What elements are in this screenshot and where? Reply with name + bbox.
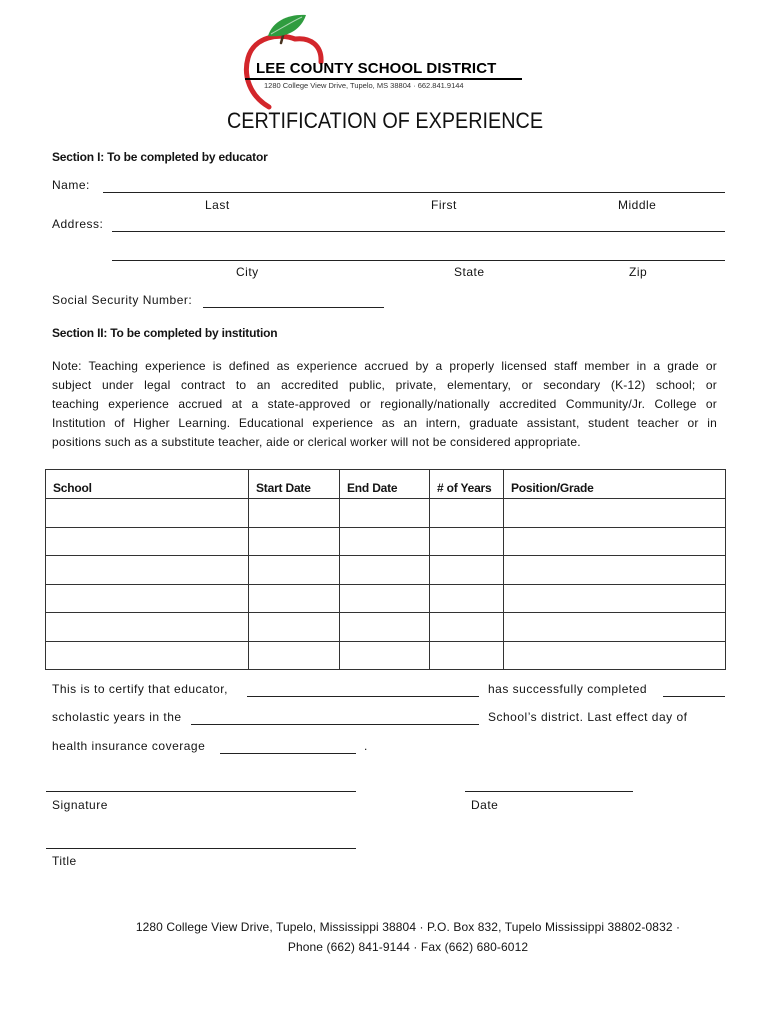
date-label: Date: [471, 798, 499, 812]
column-header-years: # of Years: [430, 470, 504, 499]
name-part-last: Last: [205, 198, 230, 212]
table-cell-position-grade[interactable]: [504, 641, 726, 670]
completed-text: has successfully completed: [488, 682, 648, 696]
note-line: subject under legal contract to an accredited public, private, elementary, or secondary (K-12) school; or: [52, 378, 717, 392]
title-field[interactable]: [46, 835, 356, 849]
table-row: [46, 499, 726, 528]
district-suffix: School’s district. Last effect day of: [488, 710, 688, 724]
column-header-start-date: Start Date: [249, 470, 340, 499]
table-cell-end-date[interactable]: [340, 641, 430, 670]
district-name: LEE COUNTY SCHOOL DISTRICT: [256, 60, 497, 77]
table-cell-start-date[interactable]: [249, 527, 340, 556]
experience-table-body: [46, 499, 726, 670]
document-title: CERTIFICATION OF EXPERIENCE: [226, 108, 544, 133]
footer-line-2: Phone (662) 841-9144 · Fax (662) 680-6012: [287, 940, 529, 954]
educator-field[interactable]: [247, 683, 479, 697]
table-cell-school[interactable]: [46, 556, 249, 585]
coverage-end: .: [364, 739, 368, 753]
table-cell-end-date[interactable]: [340, 613, 430, 642]
column-header-school: School: [46, 470, 249, 499]
district-name-rule: [245, 78, 522, 80]
table-row: [46, 584, 726, 613]
experience-table: [45, 469, 726, 670]
years-field[interactable]: [663, 683, 725, 697]
district-field[interactable]: [191, 711, 479, 725]
table-cell-school[interactable]: [46, 499, 249, 528]
table-cell-end-date[interactable]: [340, 499, 430, 528]
address-part-state: State: [454, 265, 485, 279]
table-cell-school[interactable]: [46, 641, 249, 670]
coverage-prefix: health insurance coverage: [52, 739, 206, 753]
note-line: Note: Teaching experience is defined as experience accrued by a properly licensed staff member in a grade or: [52, 359, 717, 373]
name-field[interactable]: [103, 179, 725, 193]
table-row: [46, 613, 726, 642]
table-cell-position-grade[interactable]: [504, 556, 726, 585]
table-row: [46, 641, 726, 670]
signature-label: Signature: [52, 798, 108, 812]
table-cell-years[interactable]: [430, 556, 504, 585]
name-label: Name:: [52, 178, 90, 192]
column-header-position-grade: Position/Grade: [504, 470, 726, 499]
table-cell-school[interactable]: [46, 613, 249, 642]
address-label: Address:: [52, 217, 104, 231]
note-line: positions such as a substitute teacher, aide or clerical worker will not be considered appropriate.: [52, 435, 581, 449]
ssn-label: Social Security Number:: [52, 293, 193, 307]
table-cell-school[interactable]: [46, 527, 249, 556]
table-cell-start-date[interactable]: [249, 613, 340, 642]
signature-field[interactable]: [46, 778, 356, 792]
table-cell-years[interactable]: [430, 527, 504, 556]
column-header-end-date: End Date: [340, 470, 430, 499]
table-cell-years[interactable]: [430, 641, 504, 670]
section-2-heading: Section II: To be completed by institution: [52, 326, 278, 340]
district-address: 1280 College View Drive, Tupelo, MS 38804 · 662.841.9144: [264, 81, 464, 90]
table-header-row: [46, 470, 726, 499]
ssn-field[interactable]: [203, 294, 384, 308]
table-cell-start-date[interactable]: [249, 556, 340, 585]
note-line: teaching experience accrued at a state-approved or regionally/nationally accredited Community/Jr. College or: [52, 397, 717, 411]
table-cell-start-date[interactable]: [249, 641, 340, 670]
table-cell-years[interactable]: [430, 499, 504, 528]
experience-table-header: [46, 470, 726, 499]
title-label: Title: [52, 854, 77, 868]
address-line1-field[interactable]: [112, 218, 725, 232]
table-cell-position-grade[interactable]: [504, 613, 726, 642]
table-row: [46, 556, 726, 585]
name-part-middle: Middle: [618, 198, 657, 212]
table-cell-end-date[interactable]: [340, 556, 430, 585]
table-cell-position-grade[interactable]: [504, 584, 726, 613]
table-cell-position-grade[interactable]: [504, 499, 726, 528]
name-part-first: First: [431, 198, 457, 212]
experience-note: [52, 357, 717, 452]
note-line: Institution of Higher Learning. Educational experience as an intern, graduate assistant, student teacher or in: [52, 416, 717, 430]
table-cell-start-date[interactable]: [249, 499, 340, 528]
table-cell-school[interactable]: [46, 584, 249, 613]
date-field[interactable]: [465, 778, 633, 792]
table-cell-years[interactable]: [430, 613, 504, 642]
section-1-heading: Section I: To be completed by educator: [52, 150, 268, 164]
address-line2-field[interactable]: [112, 247, 725, 261]
footer-line-1: 1280 College View Drive, Tupelo, Mississippi 38804 · P.O. Box 832, Tupelo Mississippi 38802-0832 ·: [135, 920, 681, 934]
coverage-field[interactable]: [220, 740, 356, 754]
certify-prefix: This is to certify that educator,: [52, 682, 228, 696]
table-cell-position-grade[interactable]: [504, 527, 726, 556]
scholastic-prefix: scholastic years in the: [52, 710, 182, 724]
table-cell-start-date[interactable]: [249, 584, 340, 613]
address-part-zip: Zip: [629, 265, 648, 279]
table-row: [46, 527, 726, 556]
table-cell-years[interactable]: [430, 584, 504, 613]
table-cell-end-date[interactable]: [340, 527, 430, 556]
address-part-city: City: [236, 265, 259, 279]
table-cell-end-date[interactable]: [340, 584, 430, 613]
